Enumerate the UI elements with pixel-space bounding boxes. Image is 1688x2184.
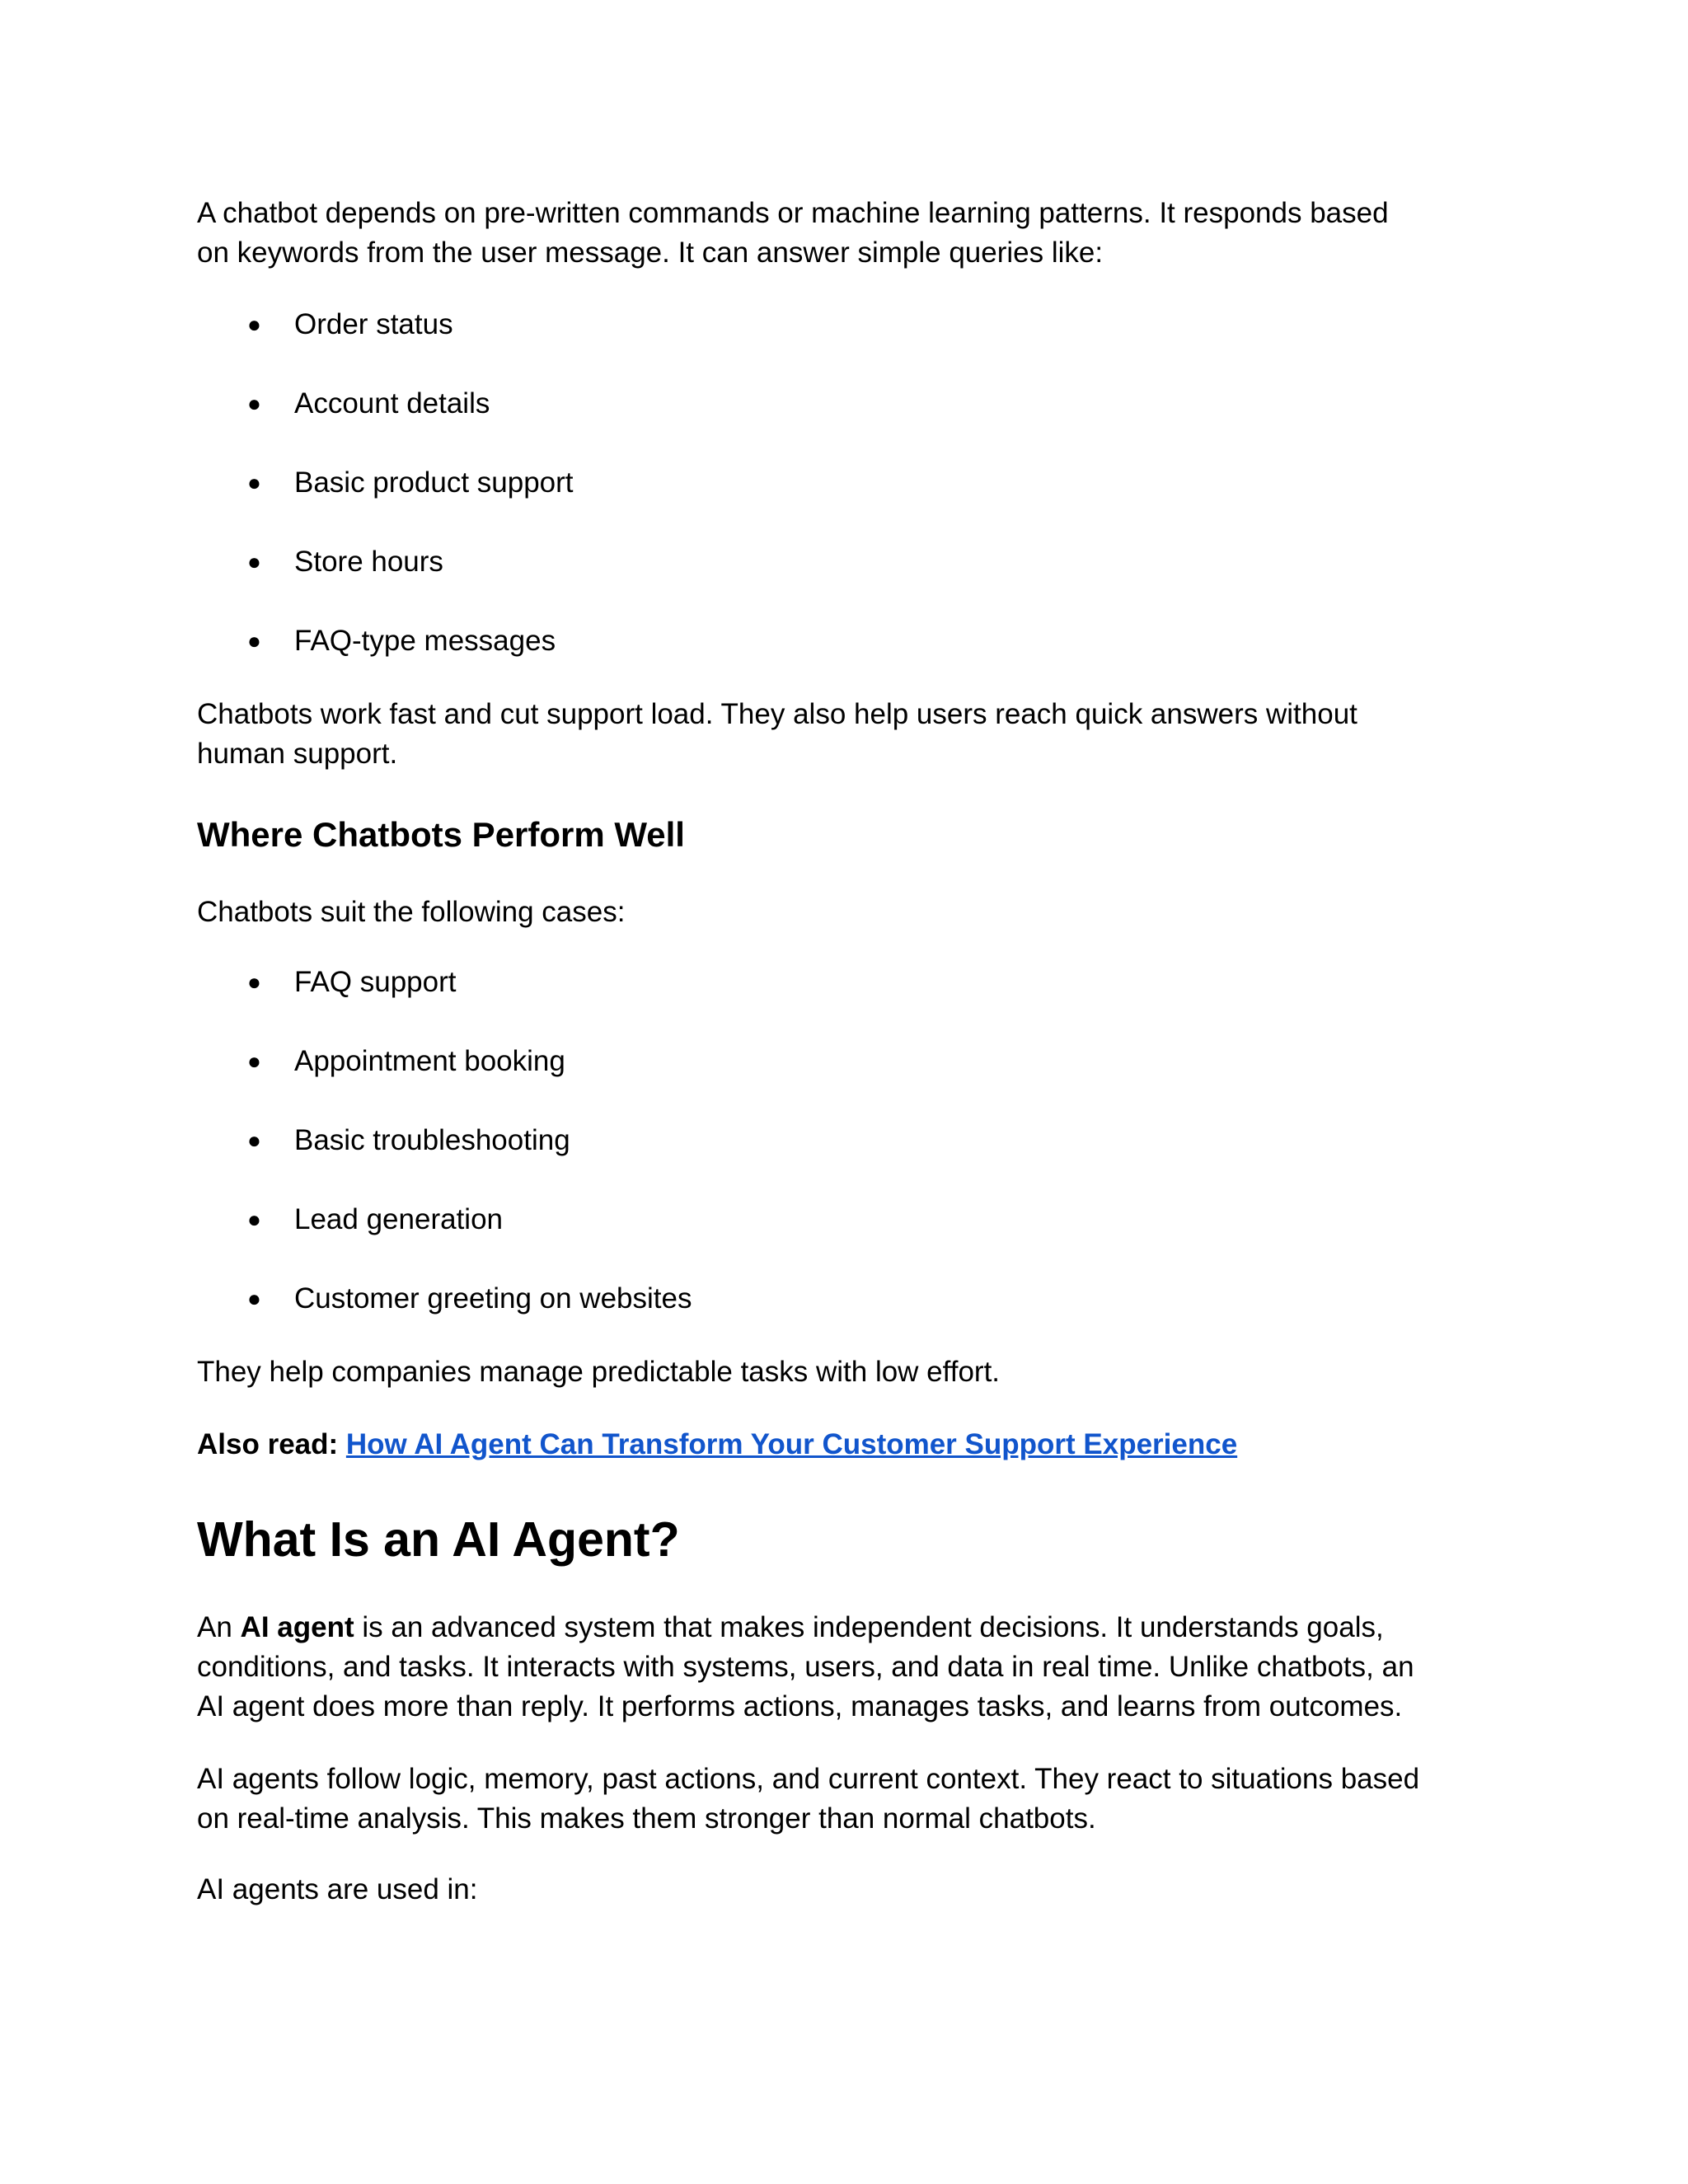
chatbot-benefits-paragraph <box>197 695 1491 774</box>
agent-used-wrap <box>197 1870 1491 1910</box>
agent-bold-term: AI agent <box>240 1611 354 1643</box>
cases-list <box>197 963 1491 1358</box>
bullet-dot-icon: ● <box>247 1048 261 1074</box>
list-item: ● FAQ support <box>197 963 1491 1042</box>
list-item: ● FAQ-type messages <box>197 621 1491 701</box>
agent-used-intro: AI agents are used in: <box>197 1873 478 1905</box>
query-list <box>197 305 1491 701</box>
agent-line-2: conditions, and tasks. It interacts with systems, users, and data in real time. Unlike chatbots, an <box>197 1651 1414 1683</box>
benefits-line-2: human support. <box>197 738 398 770</box>
tasks-paragraph-wrap <box>197 1352 1491 1392</box>
bullet-dot-icon: ● <box>247 628 261 654</box>
list-item: ● Basic troubleshooting <box>197 1121 1491 1200</box>
list-item: ● Basic product support <box>197 463 1491 542</box>
logic-line-2: on real-time analysis. This makes them stronger than normal chatbots. <box>197 1802 1096 1835</box>
cases-intro-wrap <box>197 893 1491 932</box>
agent-line-1 <box>197 1608 1491 1647</box>
tasks-paragraph: They help companies manage predictable tasks with low effort. <box>197 1356 1001 1388</box>
list-item: ● Store hours <box>197 542 1491 621</box>
bullet-dot-icon: ● <box>247 470 261 495</box>
agent-line-1-rest: is an advanced system that makes independent decisions. It understands goals, <box>354 1611 1384 1643</box>
bullet-dot-icon: ● <box>247 969 261 995</box>
bullet-dot-icon: ● <box>247 1207 261 1232</box>
section-heading: Where Chatbots Perform Well <box>197 815 685 854</box>
bullet-dot-icon: ● <box>247 391 261 416</box>
also-read-label: Also read: <box>197 1428 339 1460</box>
list-item: ● Appointment booking <box>197 1042 1491 1121</box>
list-item: ● Customer greeting on websites <box>197 1279 1491 1358</box>
agent-logic-paragraph <box>197 1760 1491 1839</box>
cases-intro: Chatbots suit the following cases: <box>197 896 626 928</box>
agent-line-3: AI agent does more than reply. It performs actions, manages tasks, and learns from outcomes. <box>197 1690 1403 1722</box>
also-read-link[interactable]: How AI Agent Can Transform Your Customer Support Experience <box>345 1428 1238 1460</box>
page-title: What Is an AI Agent? <box>197 1512 680 1567</box>
also-read <box>197 1425 1491 1465</box>
benefits-line-1: Chatbots work fast and cut support load. They also help users reach quick answers without <box>197 698 1357 730</box>
intro-line-1: A chatbot depends on pre-written commands or machine learning patterns. It responds based <box>197 197 1389 229</box>
intro-paragraph <box>197 194 1491 273</box>
section-agent <box>197 1511 1491 1568</box>
agent-definition-paragraph <box>197 1608 1491 1727</box>
bullet-dot-icon: ● <box>247 312 261 337</box>
agent-prefix: An <box>197 1611 241 1643</box>
logic-line-1: AI agents follow logic, memory, past actions, and current context. They react to situations based <box>197 1763 1420 1795</box>
intro-line-2: on keywords from the user message. It can answer simple queries like: <box>197 237 1104 269</box>
list-item: ● Account details <box>197 384 1491 463</box>
list-item: ● Lead generation <box>197 1200 1491 1279</box>
list-item: ● Order status <box>197 305 1491 384</box>
bullet-dot-icon: ● <box>247 1127 261 1153</box>
bullet-dot-icon: ● <box>247 549 261 574</box>
bullet-dot-icon: ● <box>247 1286 261 1311</box>
section-perform <box>197 813 1491 856</box>
